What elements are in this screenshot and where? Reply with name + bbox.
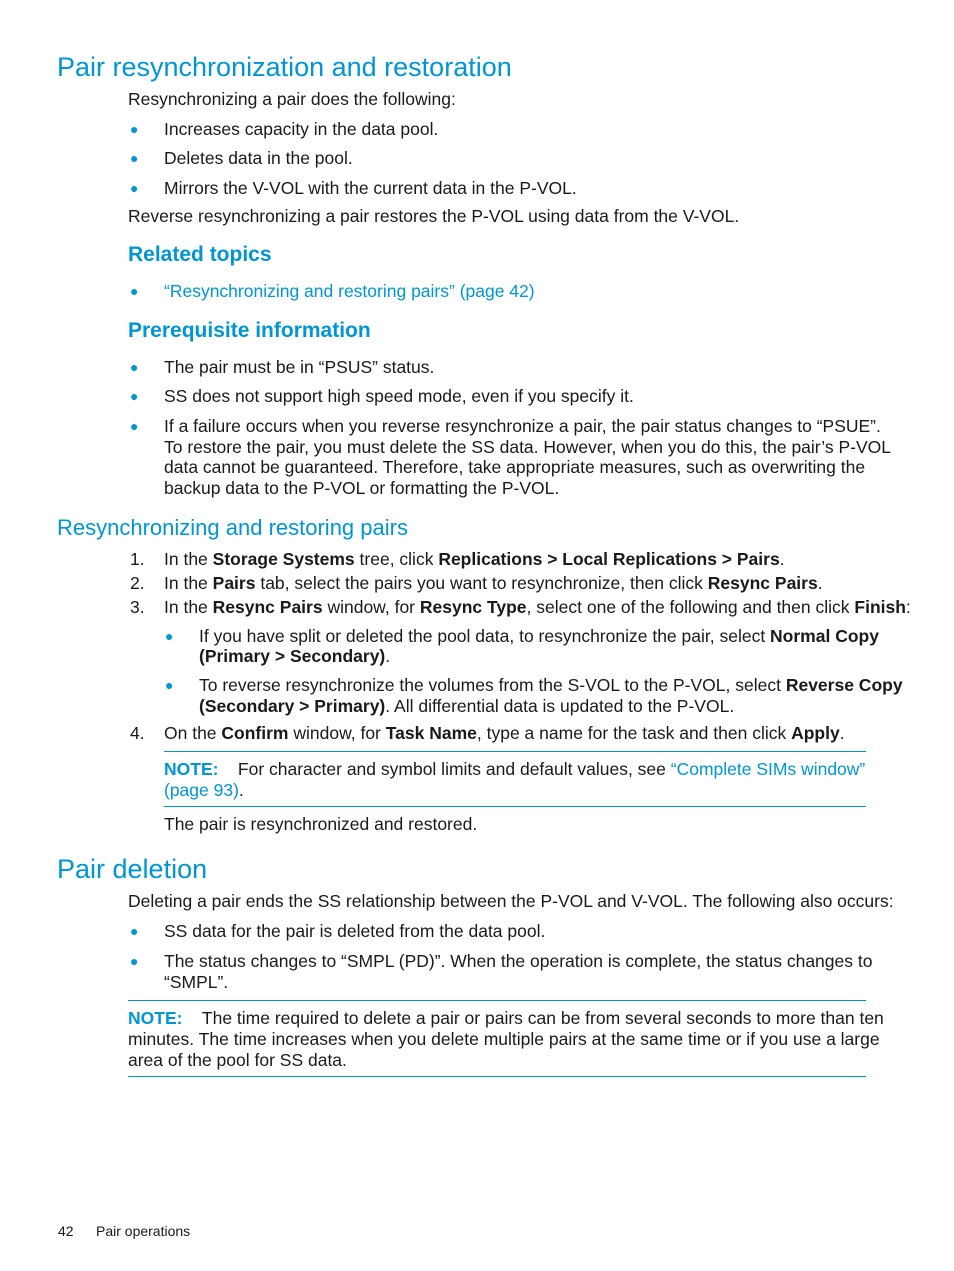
step-number: 3. (130, 597, 145, 617)
bullet-icon: ● (165, 628, 174, 644)
step-number: 4. (130, 723, 145, 743)
list-item-line: data cannot be guaranteed. Therefore, take appropriate measures, such as overwriting the (164, 457, 866, 477)
deletion-note: NOTE: The time required to delete a pair or pairs can be from several seconds to more than ten (128, 1008, 884, 1028)
sub-option-reverse-copy-cont: (Secondary > Primary). All differential data is updated to the P-VOL. (199, 696, 735, 716)
note-top-rule (164, 751, 866, 752)
list-item: Increases capacity in the data pool. (164, 119, 439, 139)
note-box-cont: (page 93). (164, 780, 244, 800)
related-topics-heading: Related topics (128, 243, 272, 266)
deletion-intro: Deleting a pair ends the SS relationship between the P-VOL and V-VOL. The following also occurs: (128, 891, 894, 911)
page-number: 42 (58, 1223, 74, 1239)
sub-option-normal-copy-cont: (Primary > Secondary). (199, 646, 391, 666)
complete-sims-link[interactable]: “Complete SIMs window” (670, 759, 866, 779)
bullet-icon: ● (130, 180, 139, 196)
list-item: SS does not support high speed mode, even if you specify it. (164, 386, 634, 406)
bullet-icon: ● (130, 953, 139, 969)
footer-section-title: Pair operations (96, 1223, 191, 1239)
note-box: NOTE: For character and symbol limits and default values, see “Complete SIMs window” (164, 759, 866, 779)
section-title-pair-resync: Pair resynchronization and restoration (57, 52, 512, 82)
step-3: In the Resync Pairs window, for Resync Type, select one of the following and then click Finish: (164, 597, 911, 617)
sub-option-reverse-copy: To reverse resynchronize the volumes from the S-VOL to the P-VOL, select Reverse Copy (199, 675, 903, 695)
bullet-icon: ● (130, 923, 139, 939)
note-label: NOTE: (128, 1008, 183, 1028)
list-item: Deletes data in the pool. (164, 148, 353, 168)
sub-option-normal-copy: If you have split or deleted the pool data, to resynchronize the pair, select Normal Copy (199, 626, 879, 646)
bullet-icon: ● (165, 677, 174, 693)
resync-intro: Resynchronizing a pair does the following: (128, 89, 456, 109)
list-item-line: If a failure occurs when you reverse resynchronize a pair, the pair status changes to “PSUE”. (164, 416, 881, 436)
bullet-icon: ● (130, 388, 139, 404)
list-item-line: The status changes to “SMPL (PD)”. When the operation is complete, the status changes to (164, 951, 873, 971)
list-item: Mirrors the V-VOL with the current data in the P-VOL. (164, 178, 577, 198)
deletion-note-line: area of the pool for SS data. (128, 1050, 347, 1070)
list-item-line: To restore the pair, you must delete the SS data. However, when you do this, the pair’s P-VOL (164, 437, 891, 457)
bullet-icon: ● (130, 418, 139, 434)
related-topic-link[interactable]: “Resynchronizing and restoring pairs” (page 42) (164, 281, 535, 301)
list-item: The pair must be in “PSUS” status. (164, 357, 435, 377)
step-number: 1. (130, 549, 145, 569)
prerequisite-heading: Prerequisite information (128, 319, 371, 342)
section-title-pair-deletion: Pair deletion (57, 854, 208, 884)
reverse-resync-text: Reverse resynchronizing a pair restores the P-VOL using data from the V-VOL. (128, 206, 740, 226)
bullet-icon: ● (130, 150, 139, 166)
bullet-icon: ● (130, 121, 139, 137)
note-top-rule (128, 1000, 866, 1001)
bullet-icon: ● (130, 283, 139, 299)
result-text: The pair is resynchronized and restored. (164, 814, 478, 834)
note-bottom-rule (164, 806, 866, 807)
bullet-icon: ● (130, 359, 139, 375)
list-item: SS data for the pair is deleted from the data pool. (164, 921, 546, 941)
note-label: NOTE: (164, 759, 219, 779)
section-title-resync-restore: Resynchronizing and restoring pairs (57, 515, 408, 540)
list-item-line: “SMPL”. (164, 972, 229, 992)
complete-sims-page-link[interactable]: (page 93) (164, 780, 239, 800)
deletion-note-line: minutes. The time increases when you delete multiple pairs at the same time or if you use a large (128, 1029, 880, 1049)
step-1: In the Storage Systems tree, click Replications > Local Replications > Pairs. (164, 549, 785, 569)
step-number: 2. (130, 573, 145, 593)
step-2: In the Pairs tab, select the pairs you want to resynchronize, then click Resync Pairs. (164, 573, 823, 593)
step-4: On the Confirm window, for Task Name, type a name for the task and then click Apply. (164, 723, 845, 743)
list-item-line: backup data to the P-VOL or formatting the P-VOL. (164, 478, 560, 498)
note-bottom-rule (128, 1076, 866, 1077)
